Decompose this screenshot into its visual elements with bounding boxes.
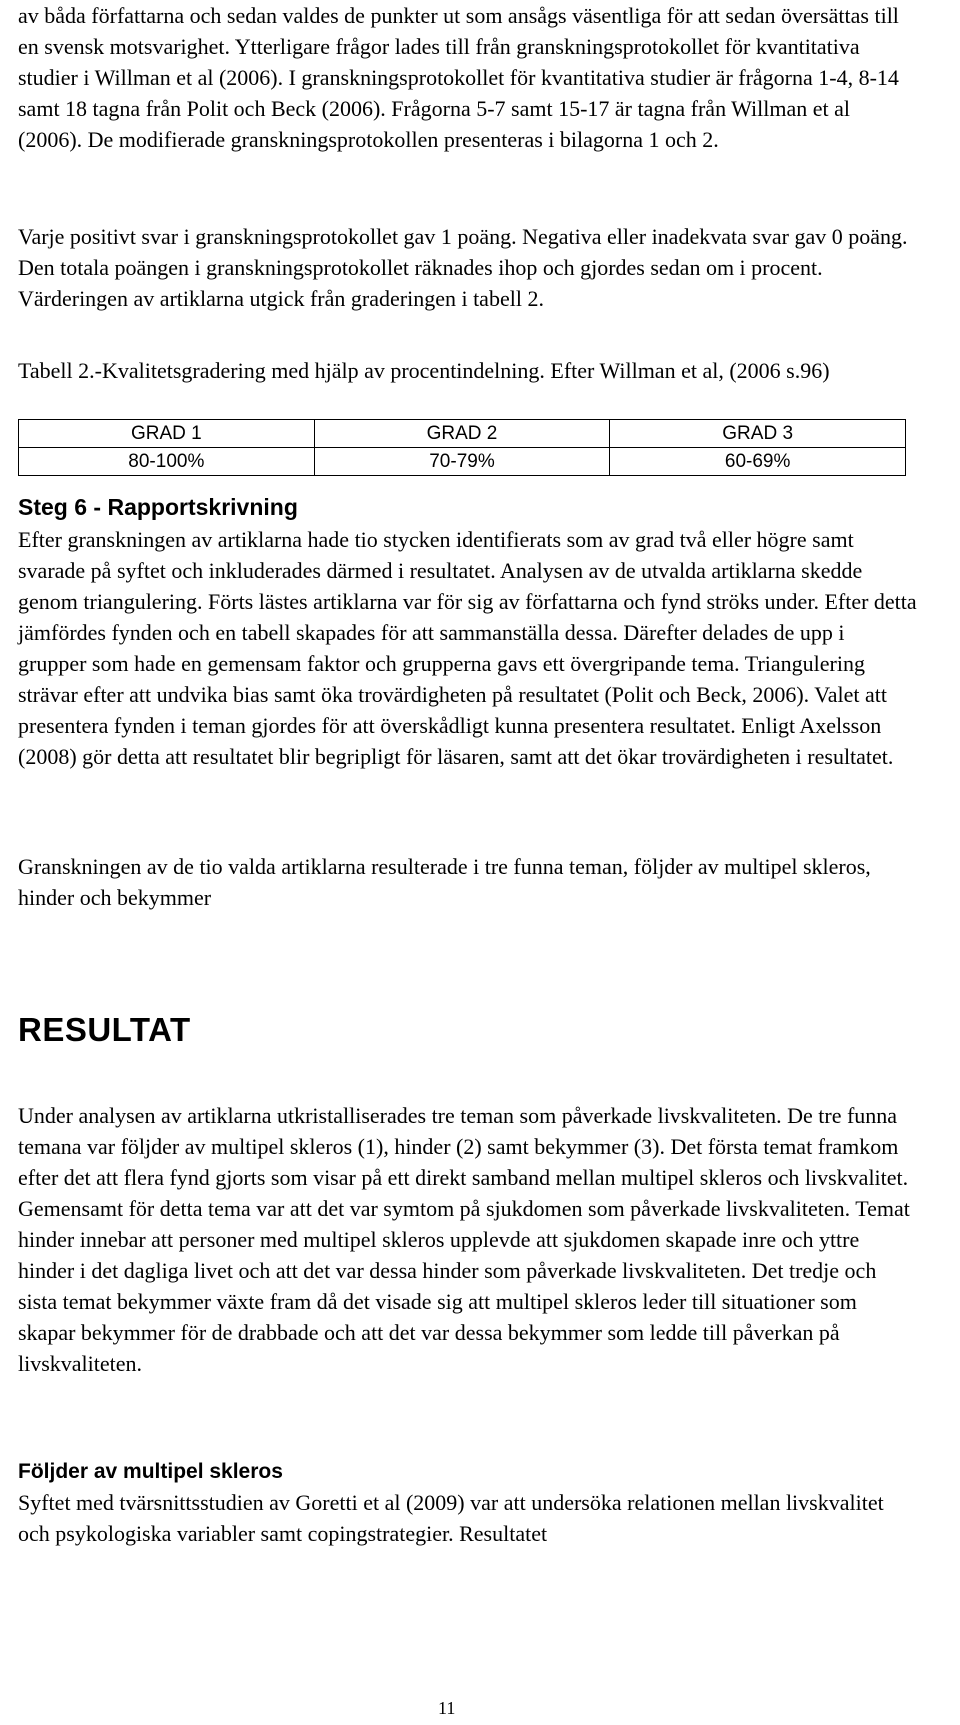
table-header-cell: GRAD 3 [610, 420, 906, 448]
heading-resultat: RESULTAT [18, 1011, 191, 1048]
table-row [19, 448, 906, 476]
paragraph-teman-summary: Granskningen av de tio valda artiklarna resulterade i tre funna teman, följder av multipel skleros, hinder och bekymmer [18, 854, 871, 910]
table-header-cell: GRAD 2 [314, 420, 610, 448]
table-cell: 80-100% [19, 448, 315, 476]
paragraph-granskningsprotokoll: av båda författarna och sedan valdes de punkter ut som ansågs väsentliga för att sedan översättas till en svensk motsvarighet. Ytterligare frågor lades till från granskningsprotokollet för kvantitativa studier i Willman et al (2006). I granskningsprotokollet för kvantitativa studier är frågorna 1-4, 8-14 samt 18 tagna från Polit och Beck (2006). Frågorna 5-7 samt 15-17 är tagna från Willman et al (2006). De modifierade granskningsprotokollen presenteras i bilagorna 1 och 2. [18, 3, 899, 152]
paragraph-resultat: Under analysen av artiklarna utkristalliserades tre teman som påverkade livskvaliteten. De tre funna temana var följder av multipel skleros (1), hinder (2) samt bekymmer (3). Det första temat framkom efter det att flera fynd gjorts som visar på ett direkt samband mellan multipel skleros och livskvalitet. Gemensamt för detta tema var att det var symtom på sjukdomen som påverkade livskvaliteten. Temat hinder innebar att personer med multipel skleros upplevde att sjukdomen skapade inre och yttre hinder i det dagliga livet och att det var dessa hinder som påverkade livskvaliteten. Det tredje och sista temat bekymmer växte fram då det visade sig att multipel skleros leder till situationer som skapar bekymmer för de drabbade och att det var dessa bekymmer som ledde till påverkan på livskvaliteten. [18, 1103, 910, 1376]
grade-table [18, 419, 906, 476]
table-header-row [19, 420, 906, 448]
heading-steg-6: Steg 6 - Rapportskrivning [18, 494, 298, 520]
table-caption: Tabell 2.-Kvalitetsgradering med hjälp av procentindelning. Efter Willman et al, (2006 s.96) [18, 358, 830, 383]
page-number: 11 [438, 1698, 456, 1718]
table-cell: 70-79% [314, 448, 610, 476]
heading-foljder: Följder av multipel skleros [18, 1460, 283, 1483]
paragraph-goretti: Syftet med tvärsnittsstudien av Goretti et al (2009) var att undersöka relationen mellan livskvalitet och psykologiska variabler samt copingstrategier. Resultatet [18, 1490, 884, 1546]
paragraph-rapportskrivning: Efter granskningen av artiklarna hade tio stycken identifierats som av grad två eller högre samt svarade på syftet och inkluderades därmed i resultatet. Analysen av de utvalda artiklarna skedde genom triangulering. Förts lästes artiklarna var för sig av författarna och fynd ströks under. Efter detta jämfördes fynden och en tabell skapades för att sammanställa dessa. Därefter delades de upp i grupper som hade en gemensam faktor och grupperna gavs ett övergripande tema. Triangulering strävar efter att undvika bias samt öka trovärdigheten på resultatet (Polit och Beck, 2006). Valet att presentera fynden i teman gjordes för att överskådligt kunna presentera resultatet. Enligt Axelsson (2008) gör detta att resultatet blir begripligt för läsaren, samt att det ökar trovärdigheten i resultatet. [18, 527, 917, 769]
paragraph-poang: Varje positivt svar i granskningsprotokollet gav 1 poäng. Negativa eller inadekvata svar gav 0 poäng. Den totala poängen i granskningsprotokollet räknades ihop och gjordes sedan om i procent. Värderingen av artiklarna utgick från graderingen i tabell 2. [18, 224, 908, 311]
table-cell: 60-69% [610, 448, 906, 476]
table-header-cell: GRAD 1 [19, 420, 315, 448]
